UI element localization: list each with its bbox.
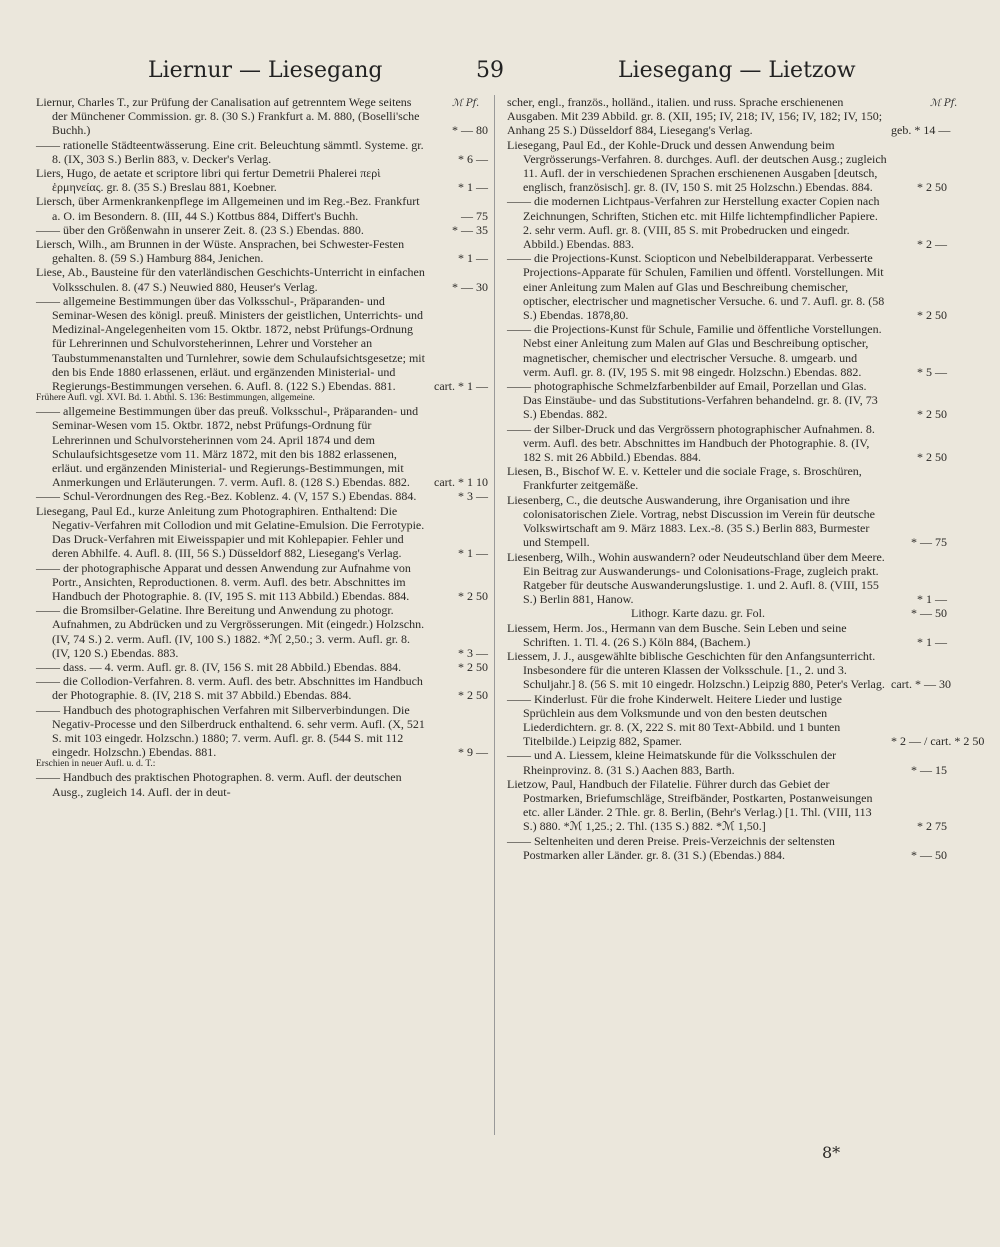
bibliography-entry xyxy=(36,703,488,760)
entry-text: Liese, Ab., Bausteine für den vaterländischen Geschichts-Unterricht in einfachen Volksschulen. 8. (47 S.) Neuwied 880, Heuser's Verlag. xyxy=(36,265,425,294)
entry-price: cart. * — 30 xyxy=(891,677,951,692)
bibliography-entry xyxy=(507,621,947,649)
bibliography-entry xyxy=(507,251,947,322)
entry-text: Lithogr. Karte dazu. gr. Fol. xyxy=(631,606,765,621)
bibliography-entry xyxy=(36,674,488,702)
column-divider xyxy=(494,95,495,1135)
bibliography-entry xyxy=(507,138,947,195)
entry-price: * 1 — xyxy=(458,180,488,195)
entry-price: * 2 50 xyxy=(917,308,947,323)
entry-text: Liersch, über Armenkrankenpflege im Allgemeinen und im Reg.-Bez. Frankfurt a. O. im Besondern. 8. (III, 44 S.) Kottbus 884, Differt's Buchh. xyxy=(36,194,420,223)
entry-price: * 3 — xyxy=(458,489,488,504)
bibliography-entry xyxy=(507,422,947,465)
entry-text: —— die Projections-Kunst für Schule, Familie und öffentliche Vorstellungen. Nebst einer Anleitung zum Malen auf Glas und Beschreibung optischer, magnetischer, chemischer und electrischer Versuche. 8. umgearb. und verm. Aufl. gr. 8. (IV, 195 S. mit 98 eingedr. Holzschn.) Ebendas. 882. xyxy=(507,322,882,379)
bibliography-entry xyxy=(36,504,488,561)
entry-price: * — 80 xyxy=(452,123,488,138)
entry-price: * — 50 xyxy=(911,847,947,862)
entry-text: —— Seltenheiten und deren Preise. Preis-Verzeichnis der seltensten Postmarken aller Länder. gr. 8. (31 S.) (Ebendas.) 884. xyxy=(507,833,835,862)
bibliography-entry xyxy=(36,237,488,265)
entry-price: * 2 50 xyxy=(458,659,488,674)
bibliography-entry xyxy=(507,379,947,422)
bibliography-entry xyxy=(36,660,488,674)
entry-price: cart. * 1 — xyxy=(434,379,488,394)
bibliography-entry xyxy=(36,95,488,138)
entry-text: —— rationelle Städteentwässerung. Eine crit. Beleuchtung sämmtl. Systeme. gr. 8. (IX, 303 S.) Berlin 883, v. Decker's Verlag. xyxy=(36,137,424,166)
bibliography-entry xyxy=(507,322,947,379)
entry-text: Liesen, B., Bischof W. E. v. Ketteler und die sociale Frage, s. Broschüren, Frankfurter zeitgemäße. xyxy=(507,464,862,493)
entry-price: geb. * 14 — xyxy=(891,123,951,138)
entry-text: —— die Projections-Kunst. Sciopticon und Nebelbilderapparat. Verbesserte Projections-Apparate für Schulen, Familien und öffentl. Vorstellungen. Mit einer Anleitung zum Malen auf Glas und Beschreibung chemischer, optischer, electrischer und magnetischer Versuche. 6. und 7. Aufl. gr. 8. (58 S.) Ebendas. 1878,80. xyxy=(507,251,885,323)
bibliography-entry xyxy=(507,834,947,862)
entry-price: * 2 — xyxy=(917,237,947,252)
bibliography-entry xyxy=(36,166,488,194)
left-column xyxy=(36,95,488,799)
price-column-head-right: ℳ Pf. xyxy=(930,98,958,109)
right-column xyxy=(507,95,985,862)
entry-price: * 2 50 xyxy=(917,407,947,422)
running-head-left: Liernur — Liesegang xyxy=(148,58,383,83)
bibliography-entry xyxy=(36,404,488,489)
bibliography-entry xyxy=(36,603,488,660)
entry-price: * 6 — xyxy=(458,151,488,166)
bibliography-entry xyxy=(36,265,488,293)
entry-text: —— Handbuch des praktischen Photographen. 8. verm. Aufl. der deutschen Ausg., zugleich 14. Aufl. der in deut- xyxy=(36,770,402,799)
entry-text: —— die Bromsilber-Gelatine. Ihre Bereitung und Anwendung zu photogr. Aufnahmen, zu Abdrücken und zu Vergrösserungen. Mit (eingedr.) Holzschn. (IV, 74 S.) 2. verm. Aufl. (IV, 100 S.) 1882. *ℳ 2,50.; 3. verm. Aufl. gr. 8. (IV, 120 S.) Ebendas. 883. xyxy=(36,603,425,660)
bibliography-entry xyxy=(36,489,488,503)
entry-price: cart. * 1 10 xyxy=(434,475,488,490)
bibliography-entry xyxy=(507,777,947,834)
entry-price: * 1 — xyxy=(917,592,947,607)
signature-mark: 8* xyxy=(822,1143,841,1162)
entry-text: Liesenberg, C., die deutsche Auswanderung, ihre Organisation und ihre colonisatorischen Ziele. Vortrag, nebst Discussion im Verein für deutsche Volkswirtschaft am 9. März 1883. Lex.-8. (35 S.) Berlin 883, Burmester und Stempell. xyxy=(507,492,875,550)
entry-price: * 2 50 xyxy=(917,450,947,465)
entry-price: * — 75 xyxy=(911,535,947,550)
bibliography-entry xyxy=(507,194,947,251)
entry-price: * — 50 xyxy=(911,606,947,621)
entry-price: — 75 xyxy=(461,208,488,223)
bibliography-entry xyxy=(507,95,951,138)
entry-price: * 5 — xyxy=(917,364,947,379)
bibliography-entry xyxy=(507,464,947,492)
bibliography-entry xyxy=(507,748,947,776)
entry-price: * 2 75 xyxy=(917,819,947,834)
bibliography-entry xyxy=(507,493,947,550)
entry-text: Liesenberg, Wilh., Wohin auswandern? oder Neudeutschland über dem Meere. Ein Beitrag zur Auswanderungs- und Colonisations-Frage, zugleich prakt. Ratgeber für deutsche Auswanderungslustige. 1. und 2. Aufl. 8. (VIII, 155 S.) Berlin 881, Hanow. xyxy=(507,549,885,607)
entry-text: Liernur, Charles T., zur Prüfung der Canalisation auf getrenntem Wege seitens der Münchener Commission. gr. 8. (30 S.) Frankfurt a. M. 880, (Boselli'sche Buchh.) xyxy=(36,95,420,138)
bibliography-entry xyxy=(507,550,947,607)
entry-text: scher, engl., französ., holländ., italien. und russ. Sprache erschienenen Ausgaben. Mit 239 Abbild. gr. 8. (XII, 195; IV, 218; IV, 156; IV, 182; IV, 150; Anhang 25 S.) Düsseldorf 884, Liesegang's Verlag. xyxy=(507,95,883,138)
entry-text: —— dass. — 4. verm. Aufl. gr. 8. (IV, 156 S. mit 28 Abbild.) Ebendas. 884. xyxy=(36,659,402,674)
entry-price: * 3 — xyxy=(458,645,488,660)
entry-text: —— Kinderlust. Für die frohe Kinderwelt. Heitere Lieder und lustige Sprüchlein aus dem Volksmunde und von den besten deutschen Liederdichtern. gr. 8. (X, 222 S. mit 80 Text-Abbild. und 1 bunten Titelbilde.) Leipzig 882, Spamer. xyxy=(507,691,842,749)
bibliography-entry xyxy=(36,223,488,237)
bibliography-entry xyxy=(36,393,488,404)
entry-price: * 1 — xyxy=(917,634,947,649)
price-column-head-left: ℳ Pf. xyxy=(452,98,480,109)
entry-text: Liersch, Wilh., am Brunnen in der Wüste. Ansprachen, bei Schwester-Festen gehalten. 8. (59 S.) Hamburg 884, Jenichen. xyxy=(36,237,405,266)
running-head-right: Liesegang — Lietzow xyxy=(618,58,856,83)
entry-text: —— allgemeine Bestimmungen über das preuß. Volksschul-, Präparanden- und Seminar-Wesen vom 15. Oktbr. 1872, nebst Prüfungs-Ordnung für Lehrerinnen und Schulvorsteherinnen vom 24. April 1874 und dem Schulaufsichtsgesetze vom 11. März 1872, mit den bis 1882 erlassenen, erläut. und ergänzenden Ministerial- und Regierungs-Bestimmungen, mit Anmerkungen und Erläuterungen. 7. verm. Aufl. 8. (128 S.) Ebendas. 882. xyxy=(36,404,419,490)
entry-price: * — 35 xyxy=(452,222,488,237)
bibliography-entry xyxy=(36,138,488,166)
entry-text: Lietzow, Paul, Handbuch der Filatelie. Führer durch das Gebiet der Postmarken, Briefumschläge, Streifbänder, Postkarten, Postanweisungen etc. aller Länder. 2 Thle. gr. 8. Berlin, (Behr's Verlag.) [1. Thl. (VIII, 113 S.) 880. *ℳ 1,25.; 2. Thl. (135 S.) 882. *ℳ 1,50.] xyxy=(507,776,873,834)
bibliography-entry xyxy=(507,606,947,620)
entry-text: Liesegang, Paul Ed., der Kohle-Druck und dessen Anwendung beim Vergrösserungs-Verfahren. 8. durchges. Aufl. der deutschen Ausg.; zugleich 11. Aufl. der in verschiedenen Sprachen erschienenen Ausgaben [deutsch, englisch, französisch]. gr. 8. (IV, 150 S. mit 25 Holzschn.) Ebendas. 884. xyxy=(507,137,887,195)
entry-price: * 1 — xyxy=(458,546,488,561)
entry-text: Frühere Aufl. vgl. XVI. Bd. 1. Abthl. S. 136: Bestimmungen, allgemeine. xyxy=(36,393,315,404)
entry-text: —— photographische Schmelzfarbenbilder auf Email, Porzellan und Glas. Das Einstäube- und das Substitutions-Verfahren behandelnd. gr. 8. (IV, 73 S.) Ebendas. 882. xyxy=(507,379,878,422)
entry-price: * 2 50 xyxy=(458,588,488,603)
entry-text: Erschien in neuer Aufl. u. d. T.: xyxy=(36,759,156,770)
entry-text: —— der Silber-Druck und das Vergrössern photographischer Aufnahmen. 8. verm. Aufl. des betr. Abschnittes im Handbuch der Photographie. 8. (IV, 182 S. mit 26 Abbild.) Ebendas. 884. xyxy=(507,421,875,465)
entry-price: * 1 — xyxy=(458,251,488,266)
bibliography-entry xyxy=(36,759,488,770)
entry-price: * 2 — / cart. * 2 50 xyxy=(891,734,985,749)
bibliography-entry xyxy=(36,194,488,222)
bibliography-entry xyxy=(507,691,985,749)
entry-price: * — 30 xyxy=(452,279,488,294)
entry-text: —— die Collodion-Verfahren. 8. verm. Aufl. des betr. Abschnittes im Handbuch der Photographie. 8. (IV, 218 S. mit 37 Abbild.) Ebendas. 884. xyxy=(36,674,423,703)
entry-price: * 9 — xyxy=(458,745,488,760)
entry-text: —— und A. Liessem, kleine Heimatskunde für die Volksschulen der Rheinprovinz. 8. (31 S.) Aachen 883, Barth. xyxy=(507,748,837,777)
bibliography-entry xyxy=(507,648,951,692)
bibliography-entry xyxy=(36,770,488,798)
entry-text: Liesegang, Paul Ed., kurze Anleitung zum Photographiren. Enthaltend: Die Negativ-Verfahren mit Collodion und mit Gelatine-Emulsion. Die Ferrotypie. Das Druck-Verfahren mit Eiweisspapier und mit Kohlepapier. Fehler und deren Abhilfe. 4. Aufl. 8. (III, 56 S.) Düsseldorf 882, Liesegang's Verlag. xyxy=(36,503,425,561)
entry-text: —— Handbuch des photographischen Verfahren mit Silberverbindungen. Die Negativ-Processe und den Silberdruck enthaltend. 6. sehr verm. Aufl. (X, 521 S. mit 103 eingedr. Holzschn.) 1880; 7. verm. Aufl. gr. 8. (544 S. mit 112 eingedr. Holzschn.) Ebendas. 881. xyxy=(36,702,425,760)
entry-text: —— allgemeine Bestimmungen über das Volksschul-, Präparanden- und Seminar-Wesen des königl. preuß. Ministers der geistlichen, Unterrichts- und Medizinal-Angelegenheiten vom 15. Oktbr. 1872, nebst Prüfungs-Ordnung für Lehrerinnen und Schulvorsteherinnen, Lehrer und Vorsteher an Taubstummenanstalten und Turnlehrer, sowie dem Schulaufsichtsgesetze; mit den bis Ende 1880 erlassenen, erläut. und ergänzenden Ministerial- und Regierungs-Bestimmungen versehen. 6. Aufl. 8. (122 S.) Ebendas. 881. xyxy=(36,293,425,394)
bibliography-entry xyxy=(36,294,488,393)
entry-price: * — 15 xyxy=(911,762,947,777)
entry-price: * 2 50 xyxy=(917,180,947,195)
entry-text: —— der photographische Apparat und dessen Anwendung zur Aufnahme von Portr., Ansichten, Reproductionen. 8. verm. Aufl. des betr. Abschnittes im Handbuch der Photographie. 8. (IV, 195 S. mit 113 Abbild.) Ebendas. 884. xyxy=(36,560,411,603)
entry-text: —— über den Größenwahn in unserer Zeit. 8. (23 S.) Ebendas. 880. xyxy=(36,222,364,237)
bibliography-entry xyxy=(36,561,488,604)
entry-text: Liessem, J. J., ausgewählte biblische Geschichten für den Anfangsunterricht. Insbesondere für die unteren Klassen der Volksschule. [1., 2. und 3. Schuljahr.] 8. (56 S. mit 10 eingedr. Holzschn.) Leipzig 880, Peter's Verlag. xyxy=(507,648,885,692)
entry-price: * 2 50 xyxy=(458,688,488,703)
page-number: 59 xyxy=(476,58,504,83)
entry-text: —— die modernen Lichtpaus-Verfahren zur Herstellung exacter Copien nach Zeichnungen, Schriften, Stichen etc. mit Hilfe lichtempfindlicher Papiere. 2. sehr verm. Aufl. gr. 8. (VIII, 85 S. mit Probedrucken und eingedr. Abbild.) Ebendas. 883. xyxy=(507,194,880,252)
entry-text: —— Schul-Verordnungen des Reg.-Bez. Koblenz. 4. (V, 157 S.) Ebendas. 884. xyxy=(36,489,417,504)
entry-text: Liers, Hugo, de aetate et scriptore libri qui fertur Demetrii Phalerei περὶ ἑρμηνείας. gr. 8. (35 S.) Breslau 881, Koebner. xyxy=(36,166,381,195)
entry-text: Liessem, Herm. Jos., Hermann van dem Busche. Sein Leben und seine Schriften. 1. Tl. 4. (26 S.) Köln 884, (Bachem.) xyxy=(507,620,847,649)
